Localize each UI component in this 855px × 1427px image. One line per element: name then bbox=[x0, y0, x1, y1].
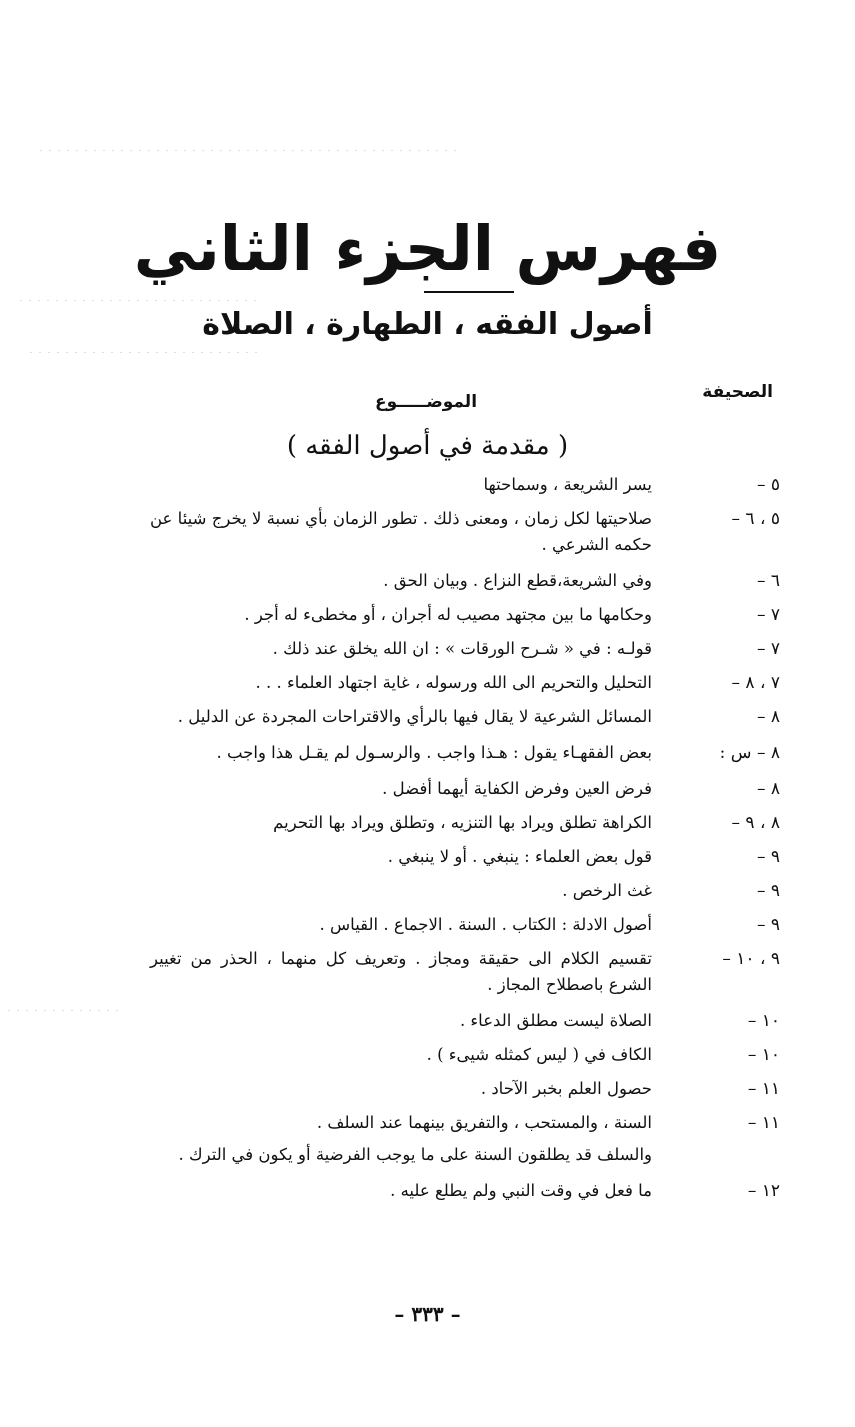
entry-page-ref: ١١ – bbox=[747, 1113, 780, 1133]
entry-page-ref: ٧ – bbox=[756, 639, 780, 659]
entry-topic: فرض العين وفرض الكفاية أيهما أفضل . bbox=[382, 779, 652, 798]
topic-column-heading: الموضـــــوع bbox=[375, 392, 478, 412]
entry-page-ref: ٧ – bbox=[756, 605, 780, 625]
scan-noise bbox=[20, 300, 260, 301]
entry-page-ref: ٨ – س : bbox=[719, 743, 780, 763]
title-underline bbox=[424, 291, 514, 293]
entry-page-ref: ٩ – bbox=[756, 847, 780, 867]
scan-noise bbox=[30, 352, 260, 353]
entry-topic: قولـه : في « شـرح الورقات » : ان الله يخلق عند ذلك . bbox=[272, 639, 652, 658]
index-entry bbox=[150, 912, 780, 938]
index-entry bbox=[150, 1076, 780, 1102]
index-entry bbox=[150, 472, 780, 498]
entry-topic: تقسيم الكلام الى حقيقة ومجاز . وتعريف كل منهما ، الحذر من تغيير الشرع باصطلاح المجاز . bbox=[150, 949, 652, 994]
scan-noise bbox=[8, 1010, 118, 1011]
entry-topic: صلاحيتها لكل زمان ، ومعنى ذلك . تطور الزمان بأي نسبة لا يخرج شيئا عن حكمه الشرعي . bbox=[150, 509, 652, 554]
entry-topic: السنة ، والمستحب ، والتفريق بينهما عند السلف . bbox=[316, 1113, 652, 1132]
index-entry bbox=[150, 1042, 780, 1068]
index-entry bbox=[150, 878, 780, 904]
entry-page-ref: ٩ ، ١٠ – bbox=[722, 949, 780, 969]
entry-topic: وفي الشريعة،قطع النزاع . وبيان الحق . bbox=[383, 571, 652, 590]
index-entry bbox=[150, 602, 780, 628]
entry-topic: ما فعل في وقت النبي ولم يطلع عليه . bbox=[390, 1181, 652, 1200]
entry-page-ref: ٦ – bbox=[756, 571, 780, 591]
entry-page-ref: ٨ – bbox=[756, 779, 780, 799]
entry-topic: الكراهة تطلق ويراد بها التنزيه ، وتطلق ويراد بها التحريم bbox=[273, 813, 652, 832]
entry-topic: يسر الشريعة ، وسماحتها bbox=[483, 475, 652, 494]
entry-page-ref: ٥ ، ٦ – bbox=[731, 509, 780, 529]
index-title: فهرس الجزء الثاني bbox=[133, 212, 722, 285]
entry-topic: غث الرخص . bbox=[562, 881, 652, 900]
section-heading: ( مقدمة في أصول الفقه ) bbox=[286, 431, 569, 461]
entry-page-ref: ٨ ، ٩ – bbox=[731, 813, 780, 833]
entry-page-ref: ٧ ، ٨ – bbox=[731, 673, 780, 693]
index-entry bbox=[150, 740, 780, 766]
entry-page-ref: ١٠ – bbox=[747, 1011, 780, 1031]
index-entry bbox=[150, 1110, 780, 1136]
index-entry bbox=[150, 704, 780, 730]
entry-topic: الكاف في ( ليس كمثله شيىء ) . bbox=[426, 1045, 652, 1064]
index-entry bbox=[150, 506, 780, 558]
index-entry bbox=[150, 636, 780, 662]
page-number: – ٣٣٣ – bbox=[394, 1302, 461, 1326]
index-entries bbox=[150, 472, 780, 1204]
entry-page-ref: ٩ – bbox=[756, 881, 780, 901]
entry-topic: قول بعض العلماء : ينبغي . أو لا ينبغي . bbox=[387, 847, 652, 866]
index-entry bbox=[150, 1008, 780, 1034]
index-entry bbox=[150, 670, 780, 696]
entry-page-ref: ١١ – bbox=[747, 1079, 780, 1099]
scan-noise bbox=[40, 150, 460, 151]
entry-topic: التحليل والتحريم الى الله ورسوله ، غاية اجتهاد العلماء . . . bbox=[255, 673, 652, 692]
entry-page-ref: ١٢ – bbox=[747, 1181, 780, 1201]
index-entry bbox=[150, 1142, 780, 1168]
index-entry bbox=[150, 568, 780, 594]
entry-topic: الصلاة ليست مطلق الدعاء . bbox=[459, 1011, 652, 1030]
entry-topic: حصول العلم بخبر الآحاد . bbox=[480, 1079, 652, 1098]
entry-page-ref: ١٠ – bbox=[747, 1045, 780, 1065]
index-entry bbox=[150, 1178, 780, 1204]
entry-topic: أصول الادلة : الكتاب . السنة . الاجماع . القياس . bbox=[319, 915, 652, 934]
index-subtitle: أصول الفقه ، الطهارة ، الصلاة bbox=[202, 307, 653, 342]
entry-topic: وحكامها ما بين مجتهد مصيب له أجران ، أو مخطىء له أجر . bbox=[244, 605, 652, 624]
index-entry bbox=[150, 776, 780, 802]
page-column-heading: الصحيفة bbox=[702, 382, 773, 402]
index-entry bbox=[150, 946, 780, 998]
index-entry bbox=[150, 844, 780, 870]
entry-topic: المسائل الشرعية لا يقال فيها بالرأي والاقتراحات المجردة عن الدليل . bbox=[177, 707, 652, 726]
index-entry bbox=[150, 810, 780, 836]
entry-page-ref: ٨ – bbox=[756, 707, 780, 727]
entry-topic: والسلف قد يطلقون السنة على ما يوجب الفرضية أو يكون في الترك . bbox=[178, 1145, 652, 1164]
entry-page-ref: ٩ – bbox=[756, 915, 780, 935]
entry-page-ref: ٥ – bbox=[756, 475, 780, 495]
entry-topic: بعض الفقهـاء يقول : هـذا واجب . والرسـول لم يقـل هذا واجب . bbox=[216, 743, 652, 762]
